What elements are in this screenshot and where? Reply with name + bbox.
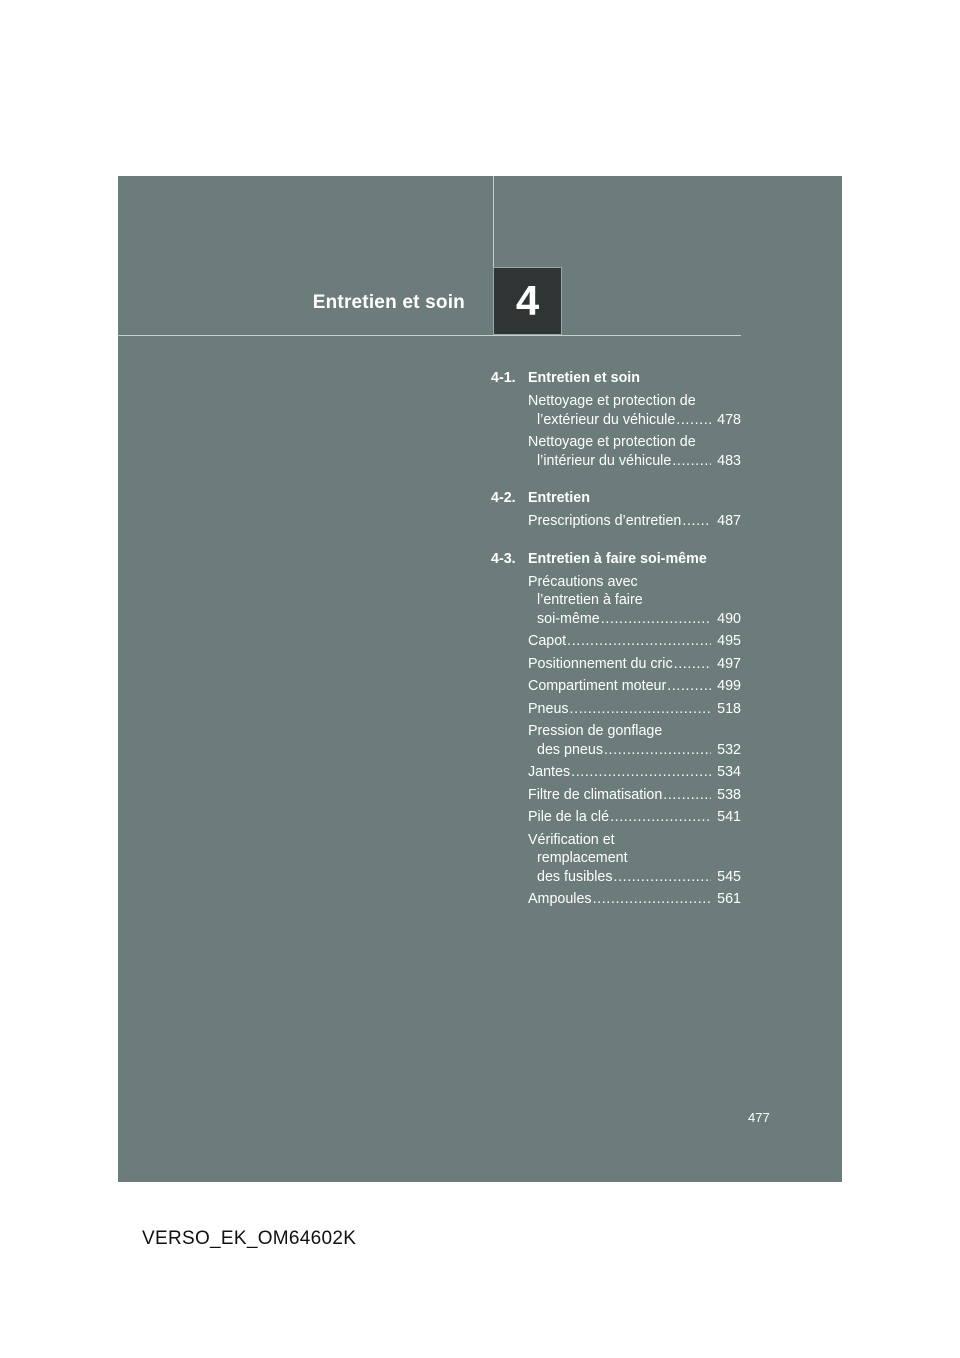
entry-page-number: 561 [717, 891, 741, 907]
entry-text-line: Vérification et [528, 831, 615, 848]
dot-leader [610, 808, 711, 827]
divider-vertical [493, 176, 494, 268]
toc-entry[interactable] [528, 786, 741, 805]
entry-page-number: 499 [717, 678, 741, 694]
entry-text-line: Positionnement du cric [528, 655, 673, 672]
chapter-number: 4 [515, 277, 540, 324]
entry-page-number: 532 [717, 741, 741, 758]
toc-entry[interactable] [528, 433, 741, 470]
section-title: Entretien à faire soi-même [528, 550, 707, 567]
entry-page-number: 483 [717, 452, 741, 469]
dot-leader [674, 655, 711, 674]
entry-text-line: Compartiment moteur [528, 678, 667, 694]
entry-text-line: l’intérieur du véhicule [537, 452, 672, 469]
entry-text-line: Nettoyage et protection de [528, 393, 696, 409]
entry-text-line: des pneus [537, 741, 603, 758]
section-number: 4-1. [491, 370, 516, 386]
section-number: 4-3. [491, 550, 516, 567]
dot-leader [601, 610, 711, 629]
dot-leader [672, 452, 711, 471]
dot-leader [593, 890, 711, 909]
dot-leader [604, 741, 711, 760]
section-heading[interactable] [491, 550, 741, 568]
toc-entry[interactable] [528, 512, 741, 531]
entry-text-line: des fusibles [537, 868, 613, 885]
toc-entry[interactable] [528, 890, 741, 909]
toc-entry[interactable] [528, 655, 741, 674]
dot-leader [567, 632, 711, 651]
document-code: VERSO_EK_OM64602K [142, 1228, 357, 1249]
divider-horizontal [118, 335, 741, 336]
chapter-number-box [493, 267, 562, 335]
entry-text-line: remplacement [537, 850, 628, 866]
section-title: Entretien et soin [528, 370, 641, 386]
dot-leader [570, 700, 711, 719]
entry-text-line: Précautions avec [528, 573, 638, 590]
entry-page-number: 538 [717, 786, 741, 803]
entry-text-line: Capot [528, 633, 567, 649]
entry-page-number: 545 [717, 868, 741, 885]
toc-section [491, 369, 741, 470]
section-heading[interactable] [491, 369, 741, 387]
entry-text-line: Pile de la clé [528, 809, 610, 825]
dot-leader [682, 512, 711, 531]
toc-entry[interactable] [528, 722, 741, 759]
toc-entry[interactable] [528, 677, 741, 696]
toc-entry[interactable] [528, 763, 741, 782]
entry-page-number: 534 [717, 764, 741, 780]
toc-section [491, 550, 741, 909]
entry-text-line: soi-même [537, 610, 600, 627]
entry-page-number: 487 [717, 513, 741, 529]
entry-text-line: Pression de gonflage [528, 723, 663, 739]
toc-entry[interactable] [528, 573, 741, 629]
dot-leader [614, 868, 712, 887]
entry-page-number: 478 [717, 411, 741, 428]
toc-entry[interactable] [528, 392, 741, 429]
section-title: Entretien [528, 490, 590, 506]
section-heading[interactable] [491, 489, 741, 507]
dot-leader [667, 677, 711, 696]
entry-text-line: Filtre de climatisation [528, 786, 663, 803]
entry-text-line: l’extérieur du véhicule [537, 411, 676, 428]
entry-page-number: 541 [717, 809, 741, 825]
toc-entry[interactable] [528, 831, 741, 887]
toc-section [491, 489, 741, 531]
toc-entry[interactable] [528, 808, 741, 827]
toc-entry[interactable] [528, 632, 741, 651]
entry-text-line: Jantes [528, 764, 571, 780]
entry-page-number: 518 [717, 700, 741, 717]
entry-text-line: Prescriptions d’entretien [528, 513, 682, 529]
chapter-title: Entretien et soin [312, 292, 465, 313]
entry-text-line: Ampoules [528, 891, 592, 907]
page-number: 477 [748, 1110, 770, 1125]
entry-page-number: 495 [717, 633, 741, 649]
toc-entry[interactable] [528, 700, 741, 719]
entry-text-line: Nettoyage et protection de [528, 434, 696, 450]
table-of-contents [491, 369, 741, 928]
entry-page-number: 497 [717, 655, 741, 672]
section-number: 4-2. [491, 490, 516, 506]
entry-text-line: Pneus [528, 700, 569, 717]
dot-leader [676, 411, 711, 430]
dot-leader [571, 763, 711, 782]
entry-text-line: l’entretien à faire [537, 592, 643, 608]
dot-leader [663, 786, 711, 805]
entry-page-number: 490 [717, 610, 741, 627]
